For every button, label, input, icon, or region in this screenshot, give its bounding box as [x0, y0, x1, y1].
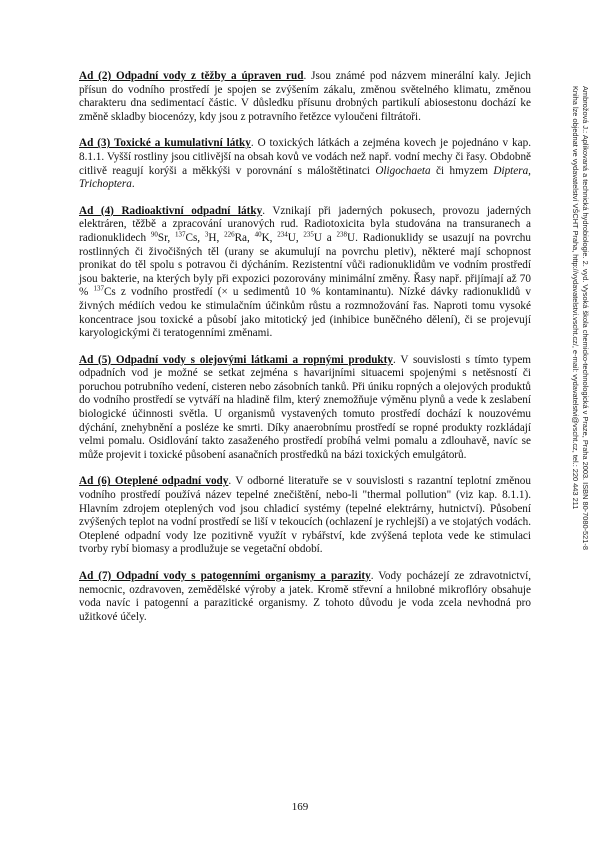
paragraph-heading: Ad (6) Oteplené odpadní vody — [79, 475, 229, 488]
isotope-mass-number: 90 — [150, 230, 158, 239]
paragraph-heated-wastewater — [79, 475, 531, 557]
paragraph-toxic-substances — [79, 137, 531, 191]
paragraph-radioactive-substances — [79, 205, 531, 341]
paragraph-oil-wastewater — [79, 354, 531, 463]
citation-line: Ambrožová J.: Aplikovaná a technická hydrobiologie. 2. vyd. Vysoká škola chemicko-technologická v Praze, Praha 2003. ISBN 80-7080-521-8 — [581, 86, 590, 550]
isotope-mass-number: 137 — [93, 284, 104, 293]
isotope-element: H, — [208, 231, 225, 244]
ordering-info-line: Kniha lze objednat ve vydavatelství VŠCHT Praha, http://vydavatelstvi.vscht.cz/, e-mail: vydavatelstvi@vscht.cz, tel.: 220 443 211 — [571, 86, 580, 510]
paragraph-heading: Ad (4) Radioaktivní odpadní látky — [79, 204, 263, 217]
isotope-element: Ra, — [234, 231, 255, 244]
isotope-mass-number: 235 — [303, 230, 314, 239]
paragraph-text: . — [131, 178, 135, 191]
taxon-name: Diptera, Trichoptera — [79, 164, 531, 191]
paragraph-text: . V odborné literatuře se v souvislosti s razantní teplotní změnou vodního prostředí používá název tepelné znečištění, nebo-li "thermal pollution" (viz kap. 8.1.1). Hlavním zdrojem oteplených vod jsou chladicí systémy (tepelné elektrárny, hutnictví). Působení zvýšených teplot na vodní prostředí se liší v tekoucích (ochlazení je rychlejší) a ve stojatých vodách. Oteplené odpadní vody lze pozitivně využít v rybářství, kde zvýšená teplota vede ke stimulaci tvorby rybí biomasy a prodlužuje se vegetační období. — [79, 475, 531, 556]
paragraph-mining-wastewater — [79, 70, 531, 124]
paragraph-text: . V souvislosti s tímto typem odpadních vod je možné se setkat zejména s havarijními situacemi spojenými s netěsností či poruchou potrubního vedení, cisteren nebo zásobních tanků. Při úniku ropných a olejových produktů do vodního prostředí se vytváří na hladině film, který znemožňuje výměnu plynů a vede k zeslabení biologické účinnosti světla. U organismů vystavených tomuto prostředí dochází k nouzovému dýchání, znehybnění a posléze ke smrti. Díky anaerobnímu prostředí se ropné produkty rozkládají velmi pomalu. Osidlování takto zasaženého prostředí probíhá velmi pomalu a zdlouhavě, navíc se může projevit i toxické působení asanačních prostředků na bázi toxických emulgátorů. — [79, 353, 532, 461]
taxon-name: Oligochaeta — [375, 164, 431, 177]
paragraph-heading: Ad (5) Odpadní vody s olejovými látkami a ropnými produkty — [79, 353, 393, 366]
isotope-mass-number: 238 — [336, 230, 348, 239]
paragraph-text: . Jsou známé pod názvem minerální kaly. Jejich přísun do vodního prostředí je spojen se zvýšením zákalu, změnou světelného klimatu, změnou charakteru dna sedimentací částic. V důsledku přísunu drobných partikulí abiosestonu dochází ke změně skladby biocenózy, kdy jsou z potravního řetězce vyloučeni filtrátoři. — [79, 70, 531, 123]
isotope-mass-number: 137 — [174, 230, 186, 239]
isotope-element: U a — [313, 231, 337, 244]
isotope-element: U — [347, 231, 356, 244]
paragraph-heading: Ad (3) Toxické a kumulativní látky — [79, 137, 251, 150]
isotope-mass-number: 234 — [277, 230, 288, 239]
page-number: 169 — [291, 801, 309, 813]
isotope-element: K, — [261, 231, 278, 244]
paragraph-heading: Ad (7) Odpadní vody s patogenními organismy a parazity — [79, 570, 371, 582]
isotope-mass-number: 40 — [254, 230, 262, 239]
isotope-mass-number: 226 — [224, 230, 235, 239]
isotope-element: U, — [287, 231, 304, 244]
isotope-element: Cs, — [185, 231, 205, 244]
isotope-element: Sr, — [157, 231, 175, 244]
paragraph-text: . Radionuklidy se usazují na povrchu rostlinných či živočišných těl (urany se akumulují na povrchu pletiv), některé mají schopnost pronikat do těl spolu s potravou či dýcháním. Rezistentní vůči radionuklidům ve vodním prostředí jsou bakterie, na kterých byly při expozici pozorovány minimální změny. Řasy např. přijímají až 70 % — [79, 231, 531, 299]
paragraph-pathogen-wastewater — [79, 570, 531, 624]
paragraph-heading: Ad (2) Odpadní vody z těžby a úpraven rud — [79, 70, 304, 82]
paragraph-text: Cs z vodního prostředí (× u sedimentů 10 % kontaminantu). Nízké dávky radionuklidů v živných médiích vedou ke stimulačním účinkům růstu a rozmnožování řas. Naproti tomu vysoké koncentrace jsou toxické a působí jako mitotický jed (inhibice buněčného dělení), či se projevují karyologickými či teratogenními změnami. — [79, 286, 531, 340]
paragraph-text: . Vody pocházejí ze zdravotnictví, nemocnic, ozdravoven, zemědělské výroby a jatek. Kromě střevní a hnilobné mikroflóry obsahuje voda navíc i patogenní a parazitické organismy. Z tohoto důvodu je voda zcela nevhodná pro užitkové účely. — [79, 570, 532, 623]
page-content — [79, 70, 531, 637]
isotope-mass-number: 3 — [204, 230, 209, 239]
paragraph-text: . O toxických látkách a zejména kovech je pojednáno v kap. 8.1.1. Vyšší rostliny jsou citlivější na obsah kovů ve vodách než např. vodní mechy či řasy. Obdobně citlivě reagují korýši a měkkýši v porovnání s máloštětinatci — [79, 137, 531, 177]
paragraph-text: či hmyzem — [430, 164, 494, 177]
paragraph-text: . Vznikají při jaderných pokusech, provozu jaderných elektráren, těžbě a zpracování uranových rud. Radiotoxicita byla studována na transuranech a radionuklidech — [79, 204, 532, 244]
side-citation-note — [548, 86, 590, 646]
